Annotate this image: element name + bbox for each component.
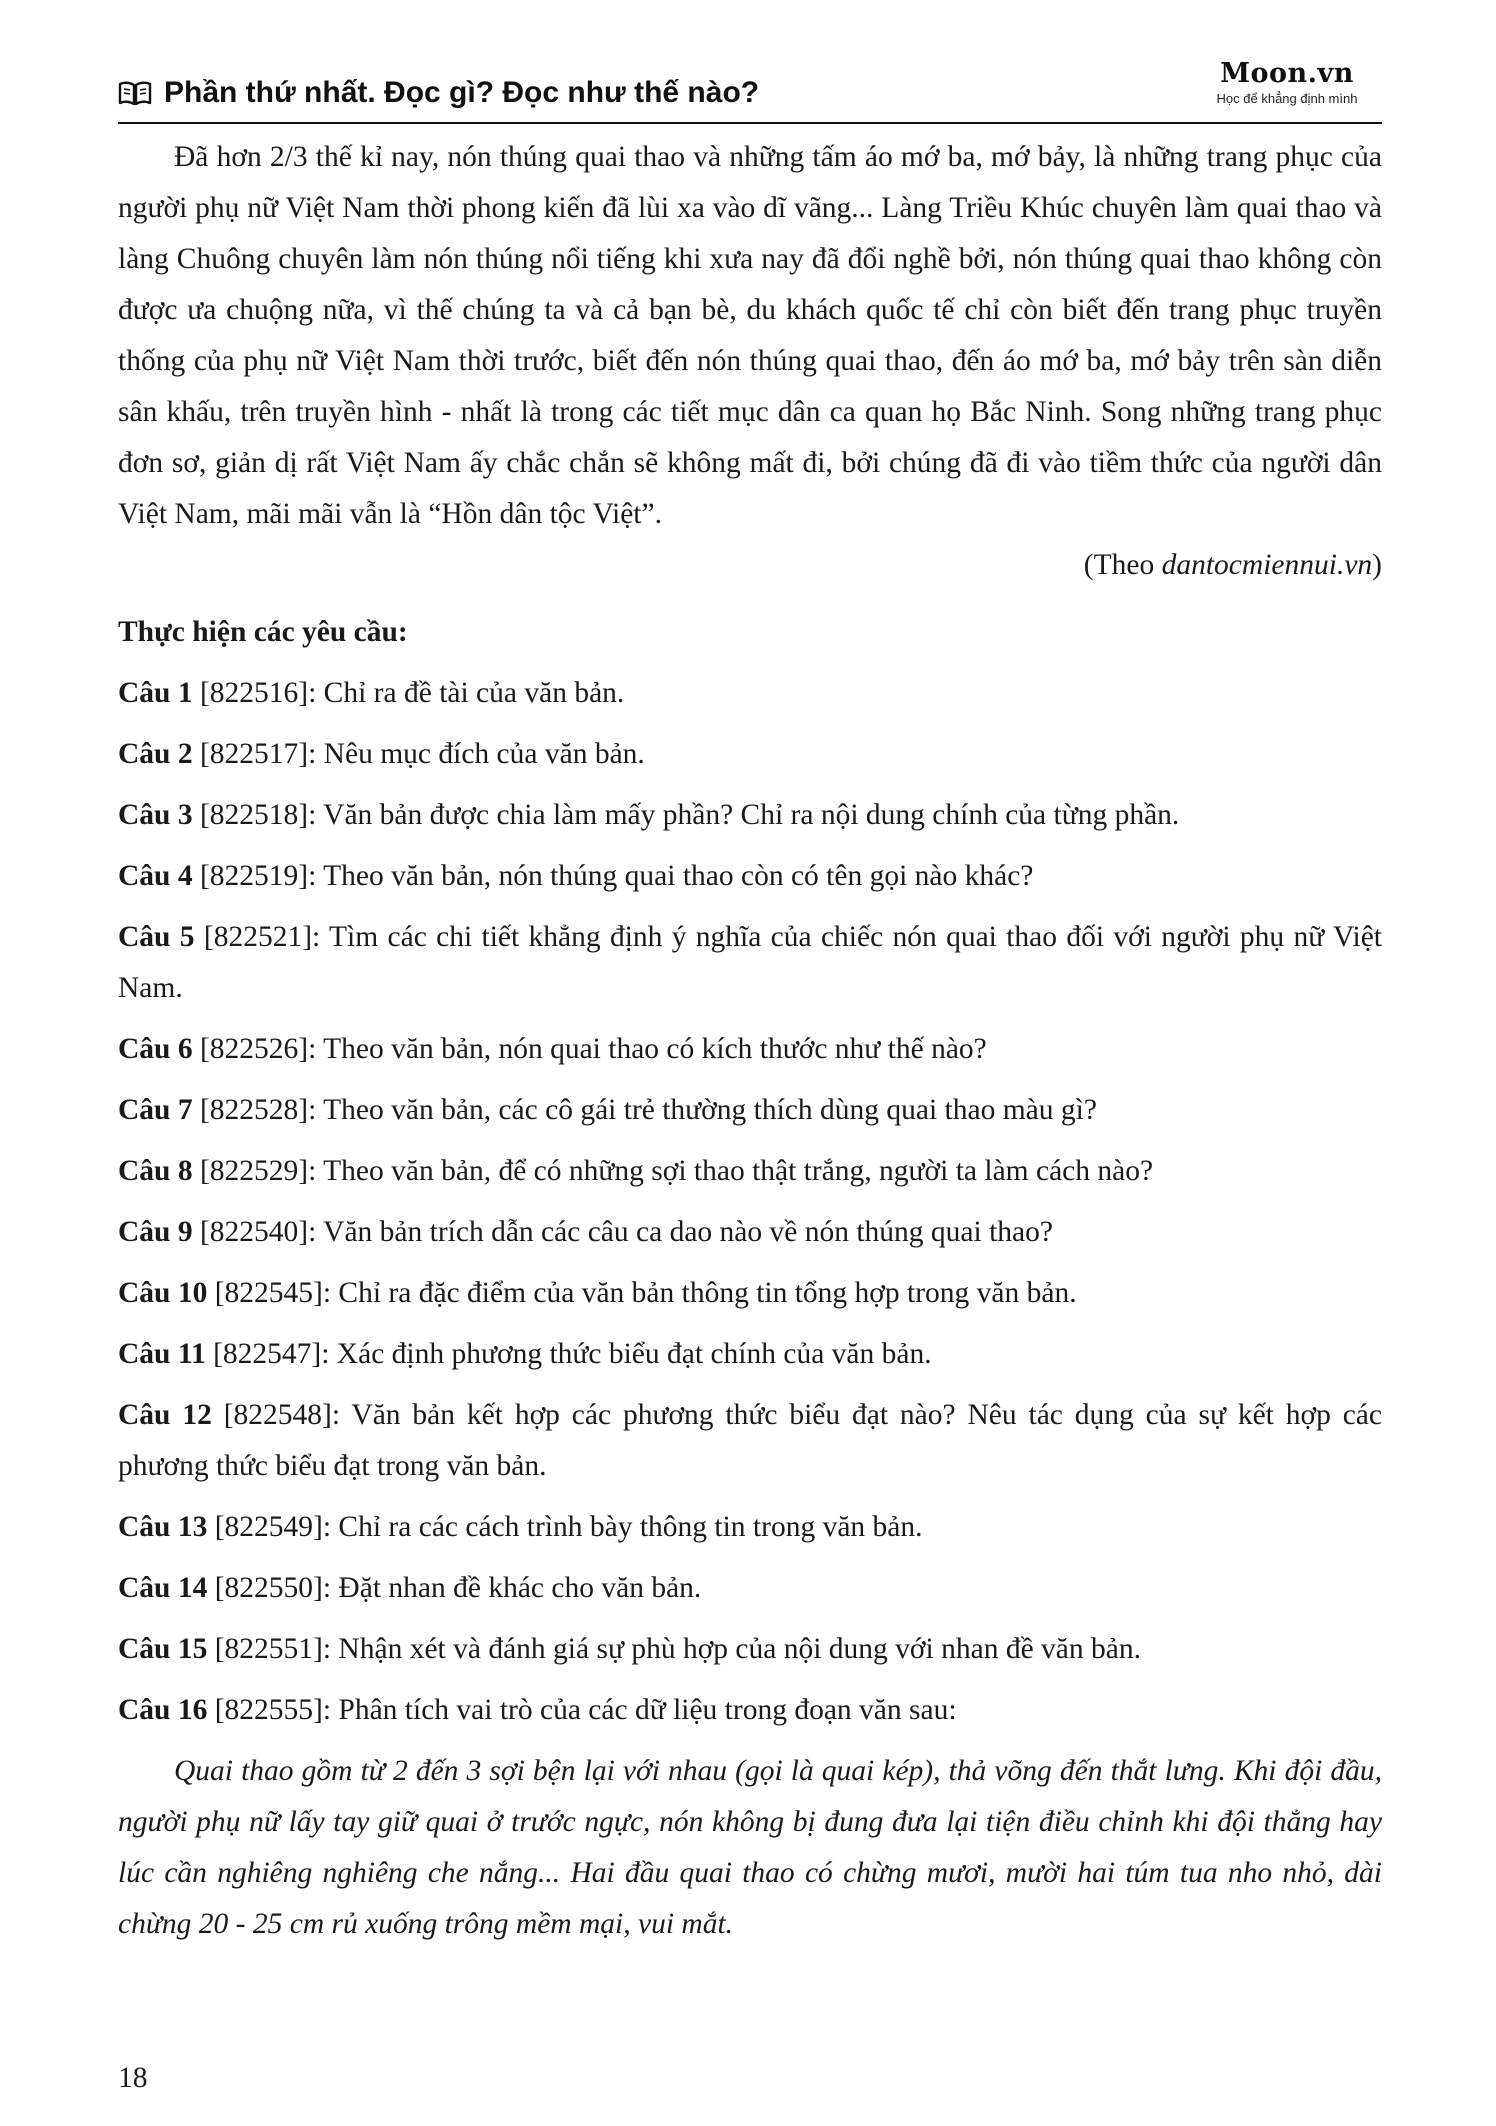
question-label: Câu 1 (118, 677, 193, 709)
question-text: [822551]: Nhận xét và đánh giá sự phù hợp của nội dung với nhan đề văn bản. (207, 1633, 1141, 1665)
header-divider (118, 122, 1382, 124)
question-item (118, 668, 1382, 719)
source-site: dantocmiennui.vn (1161, 549, 1373, 581)
section-title-text: Phần thứ nhất. Đọc gì? Đọc như thế nào? (164, 76, 760, 109)
question-label: Câu 7 (118, 1094, 193, 1126)
section-title (118, 76, 759, 110)
question-label: Câu 12 (118, 1399, 212, 1431)
question-item (118, 1085, 1382, 1136)
brand-name: Moon.vn (1220, 58, 1354, 89)
question-item (118, 1624, 1382, 1675)
source-suffix: ) (1372, 549, 1382, 581)
question-item (118, 729, 1382, 780)
question-item (118, 1563, 1382, 1614)
question-item (118, 1685, 1382, 1736)
question-text: [822516]: Chỉ ra đề tài của văn bản. (192, 677, 625, 709)
question-label: Câu 14 (118, 1572, 208, 1604)
brand-tagline: Học để khẳng định mình (1216, 91, 1358, 106)
question-item (118, 1390, 1382, 1492)
question-text: [822519]: Theo văn bản, nón thúng quai thao còn có tên gọi nào khác? (192, 860, 1034, 892)
source-prefix: (Theo (1083, 549, 1162, 581)
question-label: Câu 8 (118, 1155, 193, 1187)
question-label: Câu 11 (118, 1338, 206, 1370)
question-item (118, 1207, 1382, 1258)
question-item (118, 790, 1382, 841)
question-text: [822550]: Đặt nhan đề khác cho văn bản. (207, 1572, 702, 1604)
question-text: [822540]: Văn bản trích dẫn các câu ca dao nào về nón thúng quai thao? (192, 1216, 1053, 1248)
intro-paragraph: Đã hơn 2/3 thế kỉ nay, nón thúng quai thao và những tấm áo mớ ba, mớ bảy, là những trang phục của người phụ nữ Việt Nam thời phong kiến đã lùi xa vào dĩ vãng... Làng Triều Khúc chuyên làm quai thao và làng Chuông chuyên làm nón thúng nổi tiếng khi xưa nay đã đổi nghề bởi, nón thúng quai thao không còn được ưa chuộng nữa, vì thế chúng ta và cả bạn bè, du khách quốc tế chỉ còn biết đến trang phục truyền thống của phụ nữ Việt Nam thời trước, biết đến nón thúng quai thao, đến áo mớ ba, mớ bảy trên sàn diễn sân khấu, trên truyền hình - nhất là trong các tiết mục dân ca quan họ Bắc Ninh. Song những trang phục đơn sơ, giản dị rất Việt Nam ấy chắc chắn sẽ không mất đi, bởi chúng đã đi vào tiềm thức của người dân Việt Nam, mãi mãi vẫn là “Hồn dân tộc Việt”. (118, 141, 1382, 530)
question-text: [822526]: Theo văn bản, nón quai thao có kích thước như thế nào? (192, 1033, 987, 1065)
question-item (118, 912, 1382, 1014)
question-text: [822549]: Chỉ ra các cách trình bày thông tin trong văn bản. (207, 1511, 923, 1543)
book-icon (118, 79, 152, 107)
question-text: [822517]: Nêu mục đích của văn bản. (192, 738, 645, 770)
question-label: Câu 6 (118, 1033, 193, 1065)
page-number: 18 (118, 2062, 148, 2094)
question-label: Câu 16 (118, 1694, 208, 1726)
question-label: Câu 15 (118, 1633, 208, 1665)
question-text: [822548]: Văn bản kết hợp các phương thức biểu đạt nào? Nêu tác dụng của sự kết hợp các phương thức biểu đạt trong văn bản. (118, 1399, 1382, 1482)
question-item (118, 1329, 1382, 1380)
question-text: [822518]: Văn bản được chia làm mấy phần? Chỉ ra nội dung chính của từng phần. (192, 799, 1180, 831)
question-text: [822528]: Theo văn bản, các cô gái trẻ thường thích dùng quai thao màu gì? (192, 1094, 1097, 1126)
question-label: Câu 13 (118, 1511, 208, 1543)
question-label: Câu 9 (118, 1216, 193, 1248)
source-citation (118, 540, 1382, 591)
question-label: Câu 4 (118, 860, 193, 892)
page-header (118, 58, 1382, 120)
question-text: [822547]: Xác định phương thức biểu đạt chính của văn bản. (205, 1338, 932, 1370)
question-item (118, 1268, 1382, 1319)
question-item (118, 1502, 1382, 1553)
intro-section (118, 132, 1382, 540)
question-text: [822521]: Tìm các chi tiết khẳng định ý nghĩa của chiếc nón quai thao đối với người phụ nữ Việt Nam. (118, 921, 1382, 1004)
question-list (118, 668, 1382, 1736)
question-item (118, 851, 1382, 902)
question-label: Câu 10 (118, 1277, 208, 1309)
question-text: [822545]: Chỉ ra đặc điểm của văn bản thông tin tổng hợp trong văn bản. (207, 1277, 1077, 1309)
page-content (118, 132, 1382, 1950)
excerpt-paragraph: Quai thao gồm từ 2 đến 3 sợi bện lại với nhau (gọi là quai kép), thả võng đến thắt lưng. Khi đội đầu, người phụ nữ lấy tay giữ quai ở trước ngực, nón không bị đung đưa lại tiện điều chỉnh khi đội thẳng hay lúc cần nghiêng nghiêng che nắng... Hai đầu quai thao có chừng mươi, mười hai túm tua nho nhỏ, dài chừng 20 - 25 cm rủ xuống trông mềm mại, vui mắt. (118, 1755, 1382, 1940)
question-text: [822555]: Phân tích vai trò của các dữ liệu trong đoạn văn sau: (207, 1694, 957, 1726)
question-label: Câu 5 (118, 921, 195, 953)
question-label: Câu 2 (118, 738, 193, 770)
question-item (118, 1024, 1382, 1075)
brand-logo (1192, 58, 1382, 106)
question-text: [822529]: Theo văn bản, để có những sợi thao thật trắng, người ta làm cách nào? (192, 1155, 1154, 1187)
question-item (118, 1146, 1382, 1197)
tasks-heading: Thực hiện các yêu cầu: (118, 616, 408, 648)
question-label: Câu 3 (118, 799, 193, 831)
